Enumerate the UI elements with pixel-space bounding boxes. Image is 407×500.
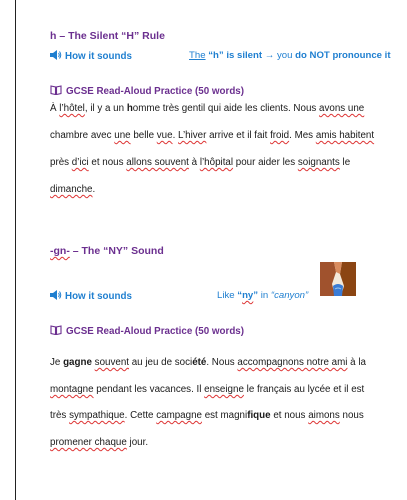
text-run: . [172, 130, 179, 141]
text-run: . [92, 184, 96, 195]
practice-label: GCSE Read-Aloud Practice (50 words) [66, 326, 245, 337]
canyon-image [320, 262, 356, 296]
text-run: et nous [270, 410, 309, 421]
spellcheck-word: une [114, 130, 131, 141]
spellcheck-word: aimons [308, 410, 340, 421]
spellcheck-word: souvent [94, 357, 129, 368]
spellcheck-word: enseigne [204, 384, 244, 395]
h-line-4 [50, 184, 95, 195]
text-run: jour. [126, 437, 149, 448]
text-run: pendant les vacances. Il [93, 384, 205, 395]
like-word: “canyon” [270, 290, 309, 301]
spellcheck-word: avons une [319, 103, 365, 114]
spellcheck-word: d’ici [71, 157, 89, 168]
text-run: omme très gentil qui aide les clients. Nous [132, 103, 320, 114]
spellcheck-word: dimanche [50, 184, 93, 195]
gn-line-2 [50, 384, 364, 395]
bold-run: fique [247, 410, 271, 421]
section-gn-how [50, 290, 132, 302]
spellcheck-word: L’hiver [178, 130, 207, 141]
gn-line-1 [50, 357, 366, 368]
section-gn-like [217, 290, 308, 301]
spellcheck-word: l’hôtel [59, 103, 85, 114]
text-run: près [50, 157, 72, 168]
section-h-how [50, 50, 132, 62]
like-quote-open: “ [237, 290, 243, 301]
how-it-sounds-label: How it sounds [65, 51, 132, 62]
like-prefix: Like [217, 290, 238, 301]
practice-label: GCSE Read-Aloud Practice (50 words) [66, 86, 245, 97]
text-run: . Nous [206, 357, 238, 368]
speaker-icon [50, 50, 62, 60]
speaker-icon [50, 290, 62, 300]
like-in: in [258, 290, 271, 301]
gn-line-3 [50, 410, 364, 421]
text-run: . Cette [124, 410, 157, 421]
h-line-2 [50, 130, 374, 141]
section-h-title: h – The Silent “H” Rule [50, 30, 165, 42]
h-line-3 [50, 157, 350, 168]
rule-quote: “h” is silent [208, 50, 263, 61]
book-icon [50, 325, 62, 335]
spellcheck-word: soignants [297, 157, 340, 168]
text-run: est magni [201, 410, 248, 421]
spellcheck-word: accompagnons notre ami [237, 357, 348, 368]
text-run: et nous [88, 157, 127, 168]
spellcheck-word: amis habitent [315, 130, 375, 141]
spellcheck-word: campagne [156, 410, 202, 421]
text-run: à la [347, 357, 366, 368]
text-run: à [188, 157, 200, 168]
spellcheck-word: promener chaque [50, 437, 127, 448]
book-icon [50, 85, 62, 95]
text-run: au jeu de soci [129, 357, 193, 368]
gn-title-prefix: -gn- [50, 245, 70, 257]
rule-prefix: The [189, 50, 206, 61]
section-gn-title [50, 245, 164, 257]
spellcheck-word: allons souvent [126, 157, 189, 168]
like-quote-close: ” [253, 290, 259, 301]
spellcheck-word: sympathique [69, 410, 125, 421]
bold-run: gagne [63, 357, 92, 368]
spellcheck-word: froid [270, 130, 290, 141]
text-run: arrive et il fait [206, 130, 271, 141]
gn-line-4 [50, 437, 148, 448]
text-run: le [339, 157, 351, 168]
bold-run: été [192, 357, 207, 368]
page-left-border [15, 0, 16, 500]
text-run: À [50, 103, 60, 114]
text-run: le français au lycée et il est [243, 384, 365, 395]
spellcheck-word: montagne [50, 384, 94, 395]
text-run: , il y a un [84, 103, 127, 114]
rule-emphasis: do NOT pronounce it [295, 50, 391, 61]
rule-arrow: → [264, 50, 275, 61]
like-ny: ny [242, 290, 254, 301]
spellcheck-word: l’hôpital [199, 157, 234, 168]
text-run: belle [130, 130, 157, 141]
text-run: très [50, 410, 70, 421]
text-run: pour aider les [233, 157, 298, 168]
bold-run: h [126, 103, 133, 114]
text-run: . Mes [289, 130, 316, 141]
section-h-rule [189, 50, 391, 61]
document-page [50, 0, 407, 500]
text-run: chambre avec [50, 130, 115, 141]
text-run: nous [339, 410, 364, 421]
text-run: Je [50, 357, 64, 368]
rule-mid: you [277, 50, 293, 61]
spellcheck-word: vue [156, 130, 173, 141]
h-line-1 [50, 103, 364, 114]
section-gn-practice [50, 325, 244, 337]
how-it-sounds-label: How it sounds [65, 291, 132, 302]
gn-title-rest: – The “NY” Sound [69, 245, 164, 257]
section-h-practice [50, 85, 244, 97]
